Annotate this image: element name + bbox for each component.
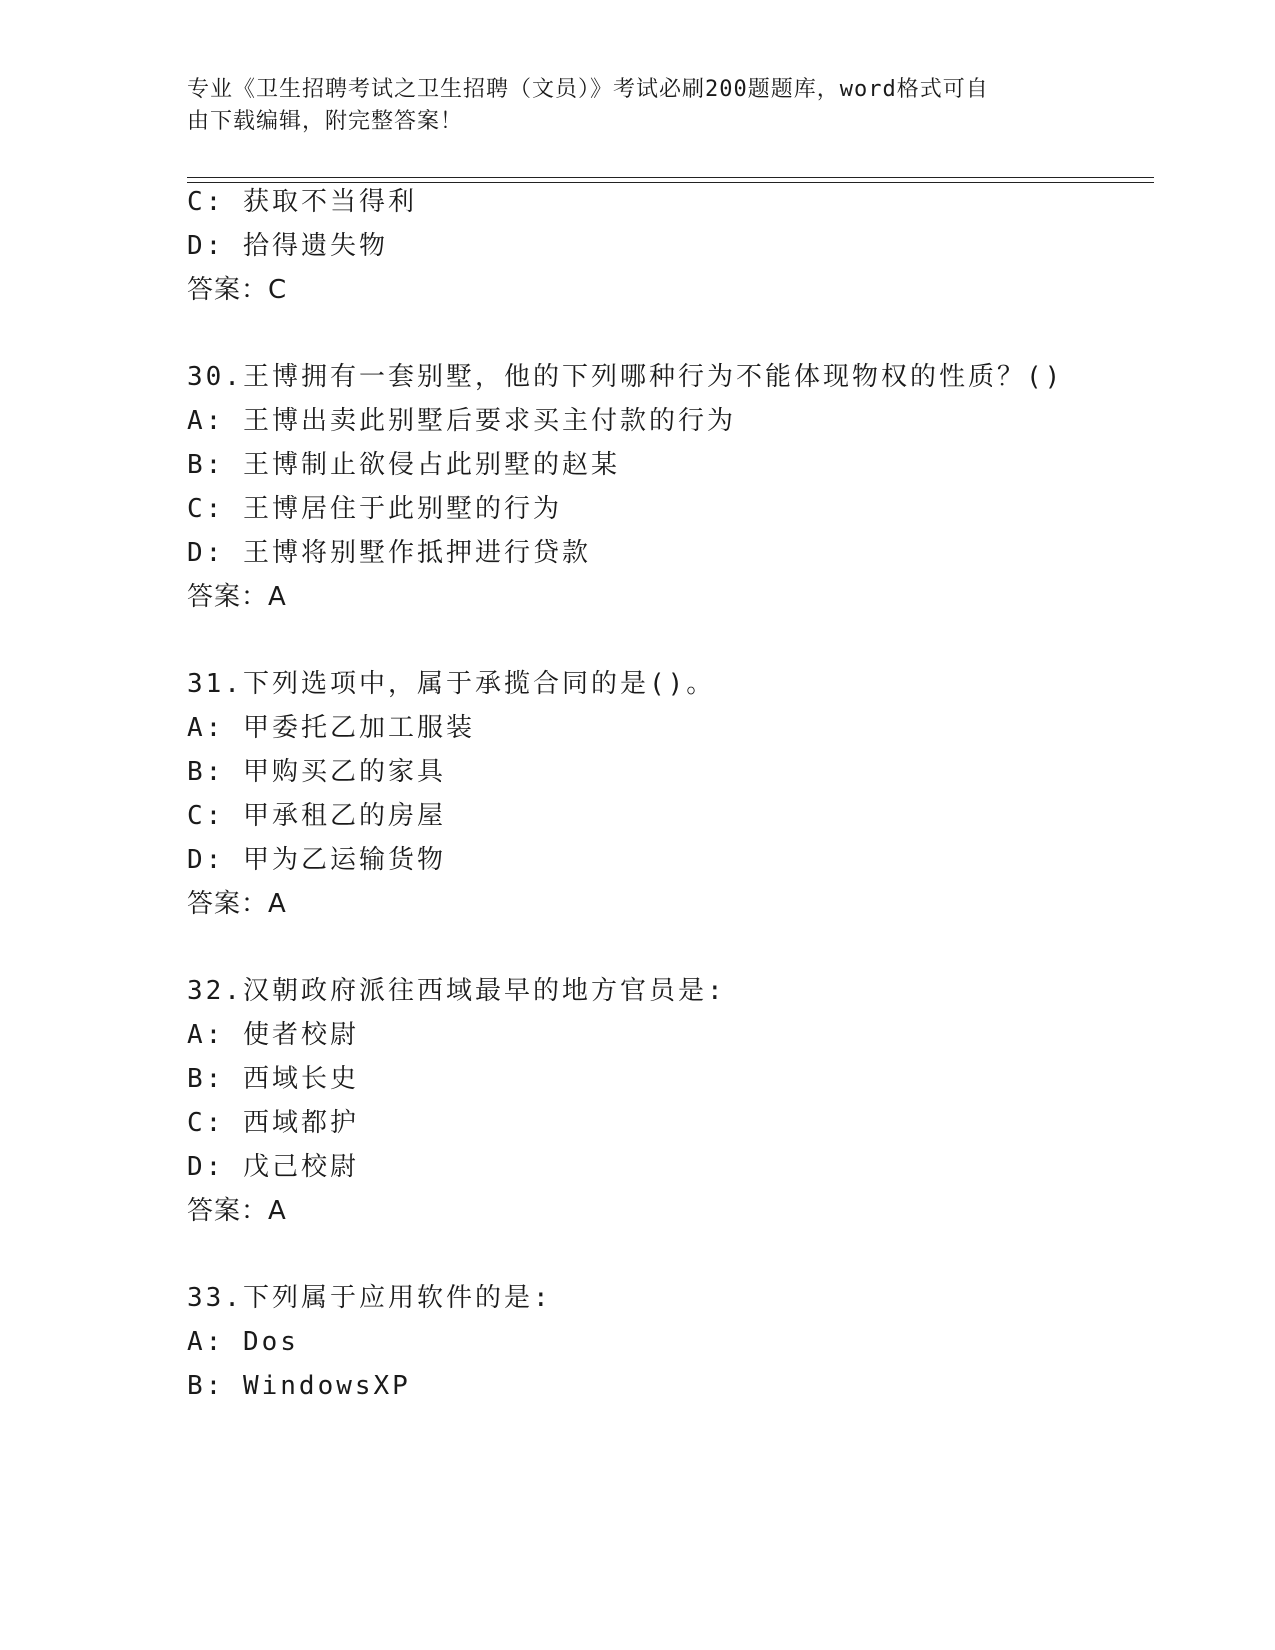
option-c: C: 获取不当得利 <box>187 187 417 217</box>
question-stem: 31.下列选项中，属于承揽合同的是()。 <box>187 669 716 699</box>
answer-label: 答案：A <box>187 1196 287 1226</box>
option-c: C: 王博居住于此别墅的行为 <box>187 494 562 524</box>
question-stem: 30.王博拥有一套别墅，他的下列哪种行为不能体现物权的性质？() <box>187 362 1064 392</box>
option-a: A: 王博出卖此别墅后要求买主付款的行为 <box>187 406 736 436</box>
option-b: B: WindowsXP <box>187 1371 411 1401</box>
option-d: D: 王博将别墅作抵押进行贷款 <box>187 538 591 568</box>
option-d: D: 戊己校尉 <box>187 1152 359 1182</box>
option-c: C: 甲承租乙的房屋 <box>187 801 446 831</box>
header-line-1: 专业《卫生招聘考试之卫生招聘（文员）》考试必刷200题题库，word格式可自 <box>187 77 989 102</box>
header-divider-bottom <box>187 182 1154 183</box>
document-header <box>187 74 1067 138</box>
question-stem: 32.汉朝政府派往西域最早的地方官员是: <box>187 976 726 1006</box>
option-b: B: 王博制止欲侵占此别墅的赵某 <box>187 450 620 480</box>
option-b: B: 西域长史 <box>187 1064 359 1094</box>
header-line-2: 由下载编辑，附完整答案！ <box>187 109 464 134</box>
option-c: C: 西域都护 <box>187 1108 359 1138</box>
option-a: A: 甲委托乙加工服装 <box>187 713 475 743</box>
option-a: A: 使者校尉 <box>187 1020 359 1050</box>
question-stem: 33.下列属于应用软件的是: <box>187 1283 552 1313</box>
option-a: A: Dos <box>187 1327 299 1357</box>
answer-label: 答案：C <box>187 275 288 305</box>
answer-label: 答案：A <box>187 889 287 919</box>
option-d: D: 拾得遗失物 <box>187 231 388 261</box>
option-d: D: 甲为乙运输货物 <box>187 845 446 875</box>
answer-label: 答案：A <box>187 582 287 612</box>
header-divider-top <box>187 177 1154 178</box>
option-b: B: 甲购买乙的家具 <box>187 757 446 787</box>
